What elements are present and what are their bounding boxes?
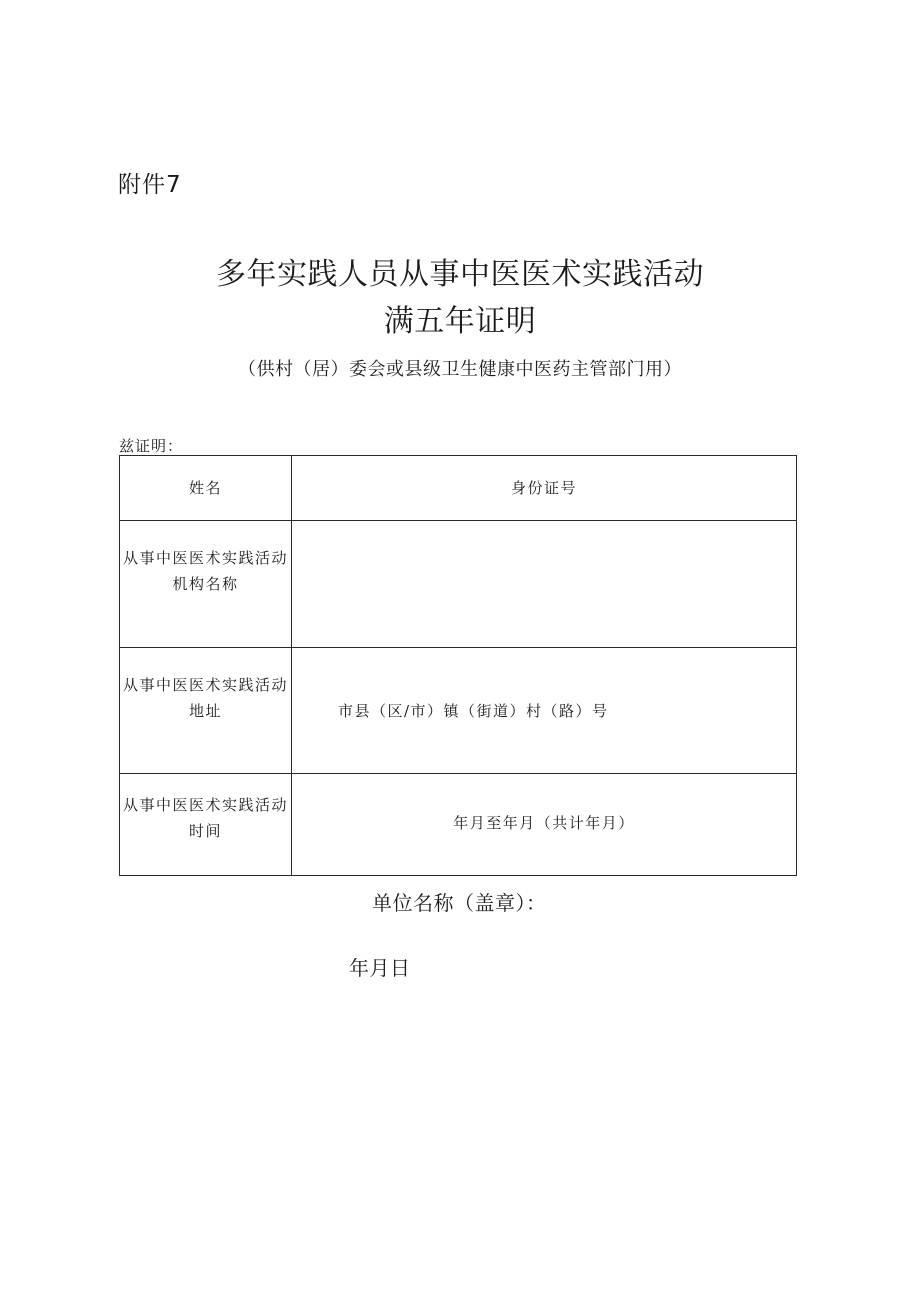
time-value-cell[interactable]	[292, 774, 797, 876]
name-label-cell	[120, 456, 292, 521]
time-label-line-2: 时间	[188, 822, 222, 840]
document-title-line-2: 满五年证明	[383, 304, 537, 339]
organization-value-cell[interactable]	[292, 521, 797, 648]
address-label-line-1: 从事中医医术实践活动	[122, 676, 288, 694]
certificate-form-table	[119, 455, 797, 876]
name-label: 姓名	[188, 479, 222, 497]
certification-intro: 兹证明：	[119, 437, 184, 455]
organization-label-line-2: 机构名称	[172, 575, 239, 593]
attachment-label: 附件7	[118, 172, 182, 198]
time-value: 年月至年月（共计年月）	[453, 813, 635, 832]
table-row-address	[120, 648, 797, 774]
unit-name-stamp-label: 单位名称（盖章）：	[372, 891, 547, 915]
id-label-cell	[292, 456, 797, 521]
id-number-label: 身份证号	[510, 479, 577, 497]
table-row-time	[120, 774, 797, 876]
time-label-line-1: 从事中医医术实践活动	[122, 796, 288, 814]
table-row-organization	[120, 521, 797, 648]
organization-label-line-1: 从事中医医术实践活动	[122, 549, 288, 567]
address-label-cell	[120, 648, 292, 774]
document-subtitle: （供村（居）委会或县级卫生健康中医药主管部门用）	[238, 359, 682, 380]
table-row-name-id	[120, 456, 797, 521]
document-title-line-1: 多年实践人员从事中医医术实践活动	[216, 257, 704, 292]
address-value-cell[interactable]	[292, 648, 797, 774]
time-label-cell	[120, 774, 292, 876]
organization-label-cell	[120, 521, 292, 648]
date-label: 年月日	[349, 956, 411, 980]
address-value: 市县（区/市）镇（街道）村（路）号	[338, 701, 609, 720]
address-label-line-2: 地址	[188, 702, 222, 720]
